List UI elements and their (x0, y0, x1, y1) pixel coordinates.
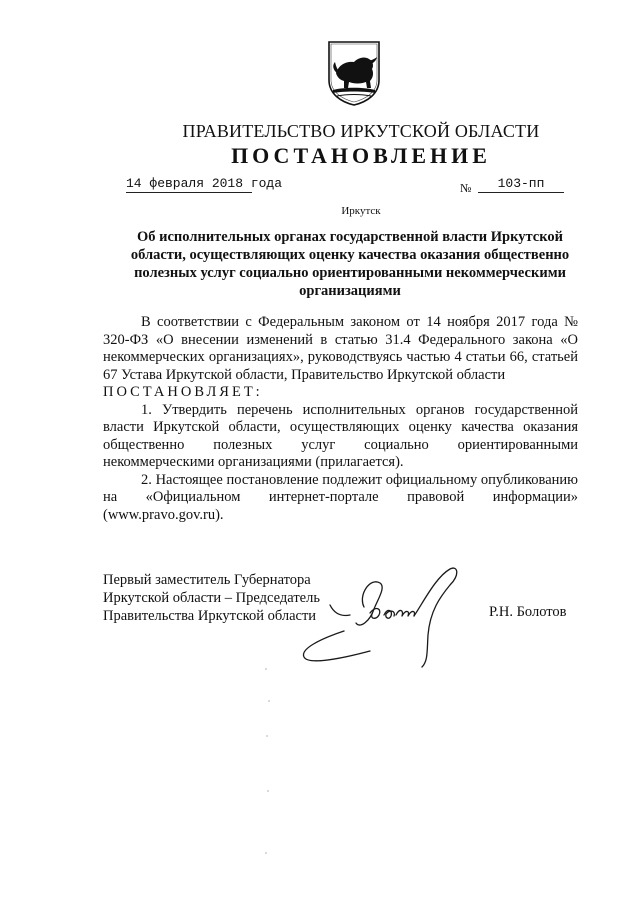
scan-speck (267, 790, 269, 792)
document-number: 103-пп (478, 176, 564, 193)
signatory-position-line: Правительства Иркутской области (103, 608, 317, 624)
government-name: ПРАВИТЕЛЬСТВО ИРКУТСКОЙ ОБЛАСТИ (182, 121, 540, 141)
irkutsk-coat-of-arms-icon (327, 40, 381, 106)
resolution-item-1: 1. Утвердить перечень исполнительных органов государственной власти Иркутской области, осуществляющих оценку качества оказания общественно полезных услуг социально ориентированными некоммерческими организациями (прилагается). (103, 401, 578, 470)
scan-speck (265, 852, 267, 854)
scan-speck (265, 668, 267, 670)
number-label: № (460, 181, 472, 195)
document-date: 14 февраля 2018 года (126, 176, 283, 191)
handwritten-signature (300, 565, 480, 675)
document-title: Об исполнительных органах государственной власти Иркутской области, осуществляющих оценку качества оказания общественно полезных услуг социально ориентированными некоммерческими организациями (130, 229, 570, 299)
resolves-word: ПОСТАНОВЛЯЕТ: (103, 384, 263, 400)
document-city: Иркутск (341, 205, 381, 217)
signatory-name: Р.Н. Болотов (489, 604, 567, 620)
scan-speck (266, 735, 268, 737)
signatory-position (103, 571, 320, 625)
document-type-heading: ПОСТАНОВЛЕНИЕ (231, 143, 491, 168)
signatory-position-line: Иркутской области – Председатель (103, 590, 320, 606)
preamble-paragraph: В соответствии с Федеральным законом от 14 ноября 2017 года № 320-ФЗ «О внесении изменений в статью 31.4 Федерального закона «О некоммерческих организациях», руководствуясь частью 4 статьи 66, статьей 67 Устава Иркутской области, Правительство Иркутской области (103, 314, 578, 383)
document-body (103, 314, 578, 524)
scan-speck (268, 700, 270, 702)
resolution-item-2: 2. Настоящее постановление подлежит официальному опубликованию на «Официальном интернет-портале правовой информации» (www.pravo.gov.ru). (103, 471, 578, 523)
signatory-position-line: Первый заместитель Губернатора (103, 572, 311, 588)
